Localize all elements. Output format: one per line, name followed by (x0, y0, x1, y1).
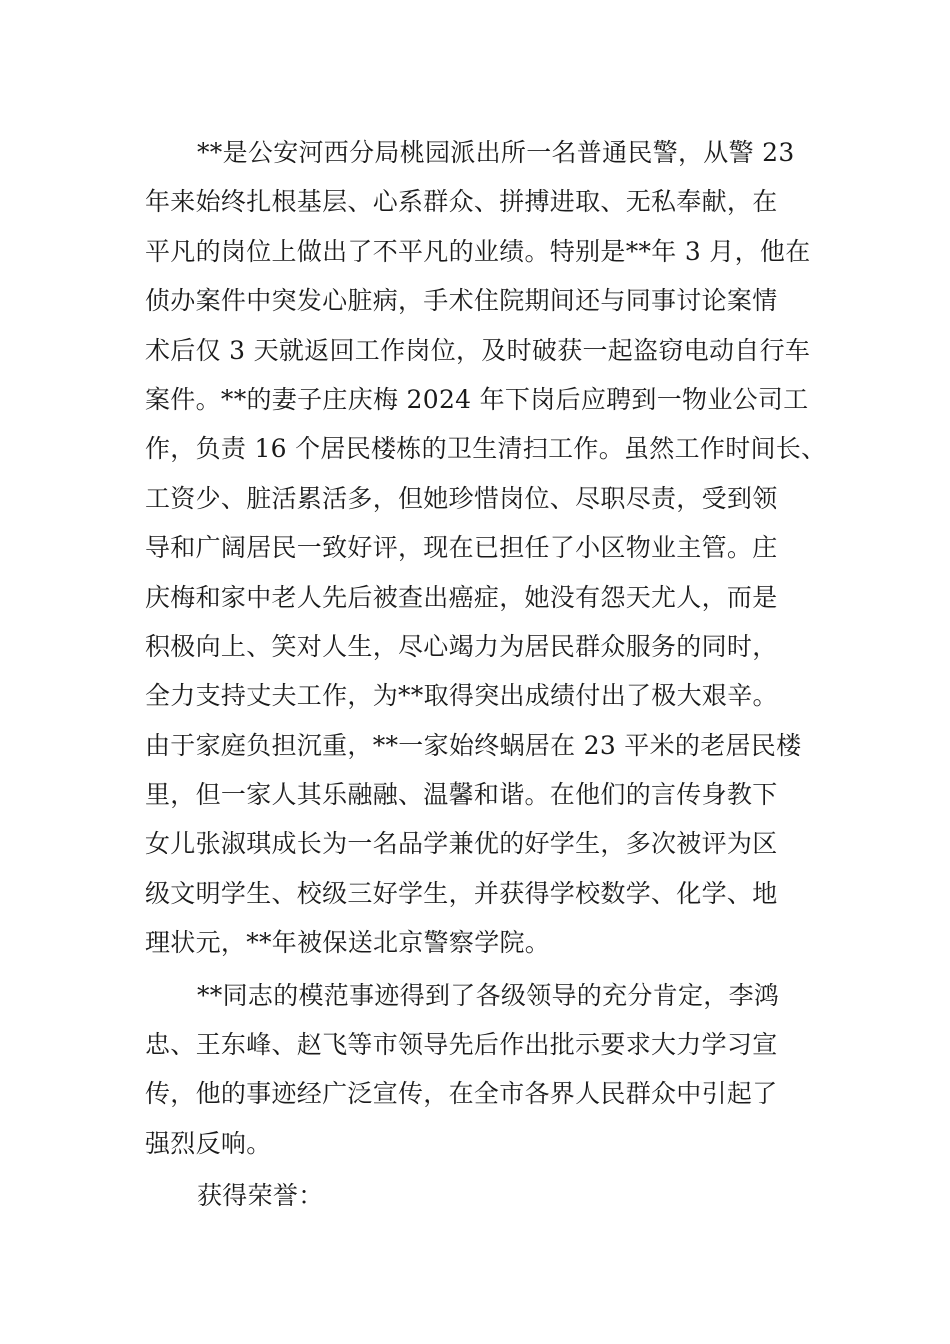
text-line: **是公安河西分局桃园派出所一名普通民警，从警 23 (197, 138, 795, 167)
text-line: 导和广阔居民一致好评，现在已担任了小区物业主管。庄 (145, 533, 778, 563)
text-line: 案件。**的妻子庄庆梅 2024 年下岗后应聘到一物业公司工 (145, 384, 809, 414)
text-line: 传，他的事迹经广泛宣传，在全市各界人民群众中引起了 (145, 1079, 778, 1109)
text-line: 侦办案件中突发心脏病，手术住院期间还与同事讨论案情 (145, 286, 778, 316)
text-line: 理状元，**年被保送北京警察学院。 (145, 928, 551, 958)
text-line: 女儿张淑琪成长为一名品学兼优的好学生，多次被评为区 (145, 829, 778, 859)
text-line: 里，但一家人其乐融融、温馨和谐。在他们的言传身教下 (145, 780, 778, 810)
section-heading-honors: 获得荣誉： (197, 1181, 324, 1211)
text-line: 强烈反响。 (145, 1128, 272, 1158)
text-line: **同志的模范事迹得到了各级领导的充分肯定，李鸿 (197, 980, 780, 1010)
paragraph-biography (145, 128, 825, 968)
paragraph-recognition (145, 971, 825, 1169)
text-line: 全力支持丈夫工作，为**取得突出成绩付出了极大艰辛。 (145, 681, 778, 711)
text-line: 平凡的岗位上做出了不平凡的业绩。特别是**年 3 月，他在 (145, 236, 811, 266)
text-line: 忠、王东峰、赵飞等市领导先后作出批示要求大力学习宣 (145, 1030, 778, 1060)
text-line: 术后仅 3 天就返回工作岗位，及时破获一起盗窃电动自行车 (145, 335, 811, 365)
text-line: 年来始终扎根基层、心系群众、拼搏进取、无私奉献，在 (145, 187, 778, 217)
text-line: 级文明学生、校级三好学生，并获得学校数学、化学、地 (145, 878, 778, 908)
text-line: 积极向上、笑对人生，尽心竭力为居民群众服务的同时， (145, 631, 778, 661)
text-line: 由于家庭负担沉重，**一家始终蜗居在 23 平米的老居民楼 (145, 730, 802, 760)
text-line: 作，负责 16 个居民楼栋的卫生清扫工作。虽然工作时间长、 (145, 434, 827, 464)
document-page (145, 128, 825, 1221)
text-line: 庆梅和家中老人先后被查出癌症，她没有怨天尤人，而是 (145, 582, 778, 612)
text-line: 工资少、脏活累活多，但她珍惜岗位、尽职尽责，受到领 (145, 483, 778, 513)
